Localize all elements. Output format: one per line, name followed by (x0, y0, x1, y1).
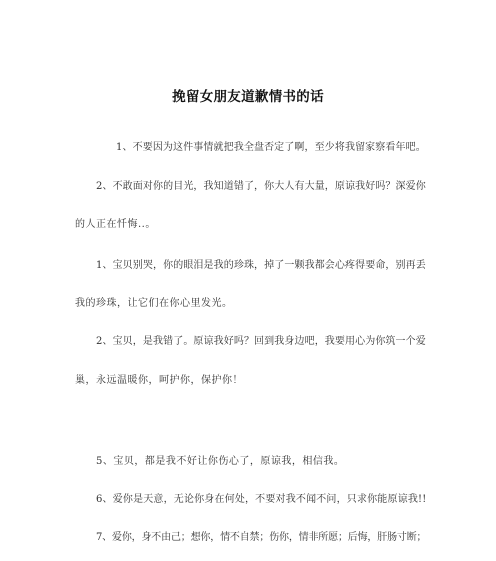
paragraph-4-line-1: 2、宝贝，是我错了。原谅我好吗？回到我身边吧，我要用心为你筑一个爱 (96, 336, 426, 347)
paragraph-1-line-1: 1、不要因为这件事情就把我全盘否定了啊，至少将我留家察看年吧。 (116, 142, 426, 153)
paragraph-2-line-2: 的人正在忏悔..。 (75, 219, 156, 230)
paragraph-3-line-1: 1、宝贝别哭，你的眼泪是我的珍珠，掉了一颗我都会心疼得要命，别再丢 (96, 260, 426, 271)
paragraph-7-line-1: 7、爱你，身不由己；想你，情不自禁；伤你，情非所愿；后悔，肝肠寸断； (96, 532, 427, 543)
paragraph-3-line-2: 我的珍珠，让它们在你心里发光。 (75, 298, 233, 309)
paragraph-5-line-1: 5、宝贝，都是我不好让你伤心了，原谅我，相信我。 (96, 456, 345, 467)
paragraph-6-line-1: 6、爱你是天意，无论你身在何处，不要对我不闻不问，只求你能原谅我!! (96, 494, 427, 505)
paragraph-2-line-1: 2、不敢面对你的目光，我知道错了，你大人有大量，原谅我好吗？深爱你 (96, 181, 426, 192)
page-title: 挽留女朋友道歉情书的话 (172, 89, 324, 105)
paragraph-4-line-2: 巢，永远温暖你，呵护你，保护你！ (75, 375, 243, 386)
